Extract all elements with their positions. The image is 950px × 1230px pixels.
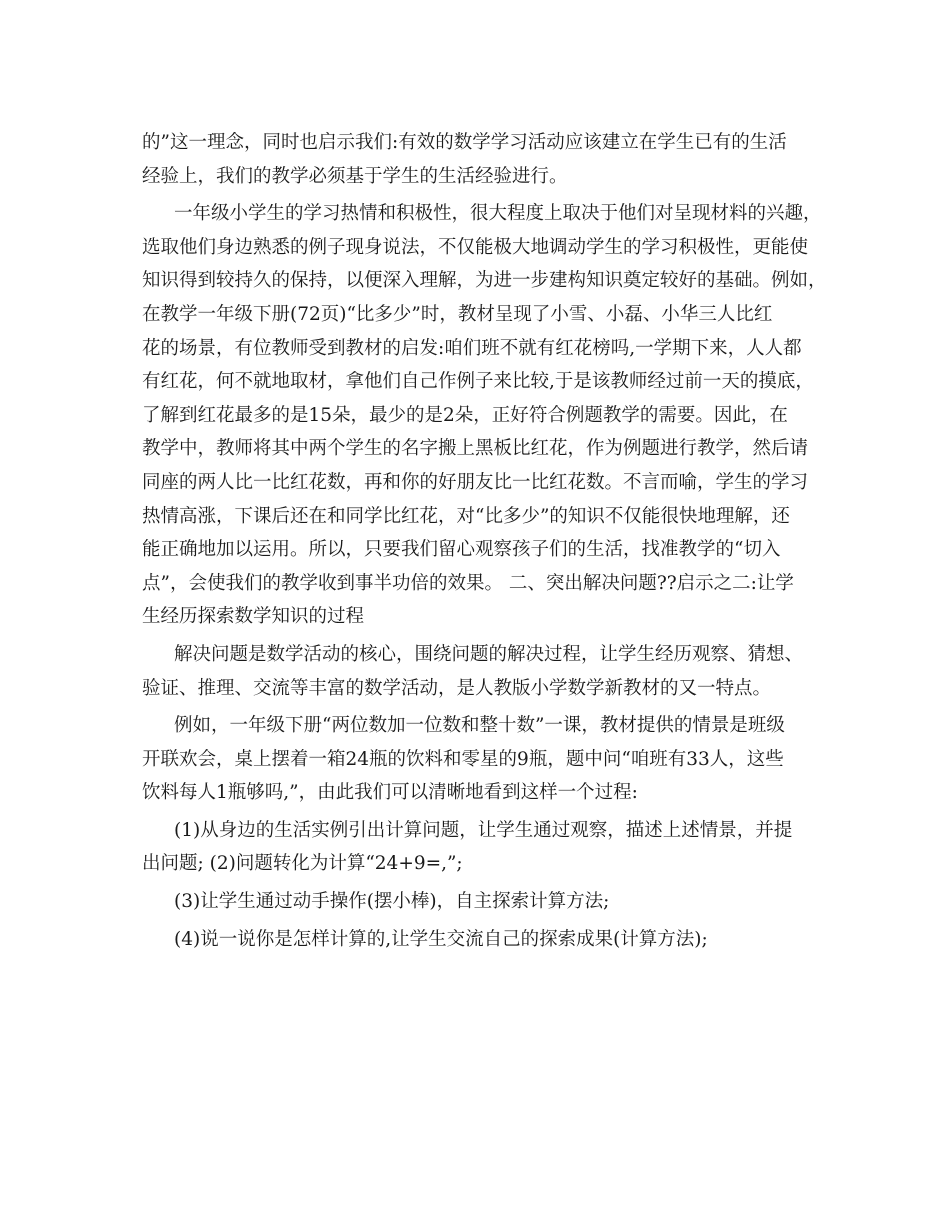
- text-line-17: 验证、推理、交流等丰富的数学活动，是人教版小学数学新教材的又一特点。: [142, 677, 772, 699]
- text-line-2: 经验上，我们的教学必须基于学生的生活经验进行。: [142, 165, 568, 187]
- text-line-21: (1)从身边的生活实例引出计算问题，让学生通过观察，描述上述情景，并提: [174, 819, 793, 841]
- text-line-16: 解决问题是数学活动的核心，围绕问题的解决过程，让学生经历观察、猜想、: [174, 643, 804, 665]
- text-line-20: 饮料每人1瓶够吗,”，由此我们可以清晰地看到这样一个过程:: [142, 782, 638, 804]
- text-line-24: (4)说一说你是怎样计算的,让学生交流自己的探索成果(计算方法);: [174, 928, 708, 950]
- text-line-8: 有红花，何不就地取材，拿他们自己作例子来比较,于是该教师经过前一天的摸底，: [142, 371, 814, 393]
- text-line-11: 同座的两人比一比红花数，再和你的好朋友比一比红花数。不言而喻，学生的学习: [142, 471, 809, 493]
- text-line-12: 热情高涨，下课后还在和同学比红花，对“比多少”的知识不仅能很快地理解，还: [142, 505, 790, 527]
- document-body: [142, 126, 827, 956]
- text-line-23: (3)让学生通过动手操作(摆小棒)，自主探索计算方法;: [174, 891, 610, 913]
- text-line-6: 在教学一年级下册(72页)“比多少”时，教材呈现了小雪、小磊、小华三人比红: [142, 303, 773, 325]
- text-line-18: 例如，一年级下册“两位数加一位数和整十数”一课，教材提供的情景是班级: [174, 715, 785, 737]
- text-line-4: 选取他们身边熟悉的例子现身说法，不仅能极大地调动学生的学习积极性，更能使: [142, 236, 809, 258]
- text-line-13: 能正确地加以运用。所以，只要我们留心观察孩子们的生活，找准教学的“切入: [142, 539, 781, 561]
- text-line-9: 了解到红花最多的是15朵，最少的是2朵，正好符合例题教学的需要。因此，在: [142, 404, 788, 426]
- text-line-15: 生经历探索数学知识的过程: [142, 606, 365, 628]
- text-line-19: 开联欢会，桌上摆着一箱24瓶的饮料和零星的9瓶，题中问“咱班有33人，这些: [142, 748, 784, 770]
- text-line-14: 点”，会使我们的教学收到事半功倍的效果。 二、突出解决问题??启示之二:让学: [142, 572, 794, 594]
- text-line-5: 知识得到较持久的保持，以便深入理解，为进一步建构知识奠定较好的基础。例如，: [142, 270, 827, 292]
- text-line-7: 花的场景，有位教师受到教材的启发:咱们班不就有红花榜吗,一学期下来，人人都: [142, 337, 802, 359]
- text-line-22: 出问题; (2)问题转化为计算“24+9=,”;: [142, 853, 463, 875]
- text-line-1: 的”这一理念，同时也启示我们:有效的数学学习活动应该建立在学生已有的生活: [142, 132, 787, 153]
- text-line-10: 教学中，教师将其中两个学生的名字搬上黑板比红花，作为例题进行教学，然后请: [142, 438, 809, 460]
- text-line-3: 一年级小学生的学习热情和积极性，很大程度上取决于他们对呈现材料的兴趣，: [174, 203, 822, 225]
